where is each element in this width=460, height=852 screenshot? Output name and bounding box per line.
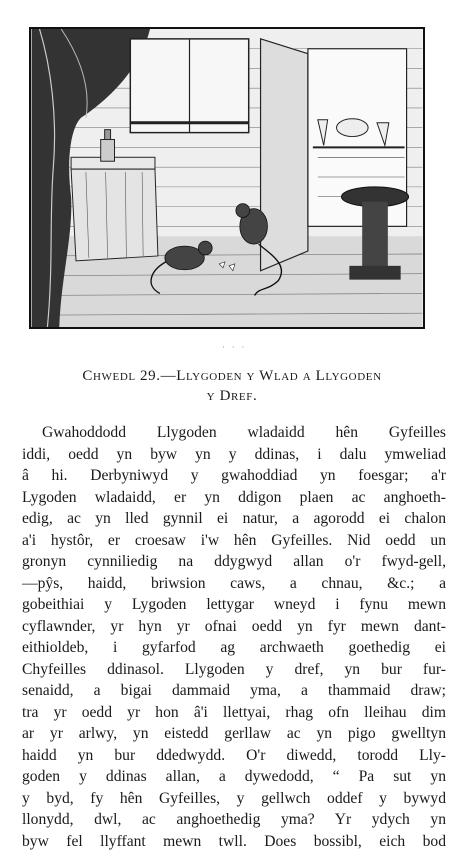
text-line: edig, ac yn lled gynnil ei natur, a agorodd ei chalon — [22, 508, 446, 530]
text-line: y byd, fy hên Gyfeilles, y gellwch oddef y bywyd — [22, 788, 446, 810]
text-line: Chyfeilles ddinasol. Llygoden y dref, yn bur fur- — [22, 659, 446, 681]
fable-text — [22, 422, 446, 852]
title-line-1: Chwedl 29.—Llygoden y Wlad a Llygoden — [22, 366, 442, 386]
text-line: tra yr oedd yr hon â'i llettyai, rhag ofn lleihau dim — [22, 702, 446, 724]
text-line: a'i hystôr, er croesaw i'w hên Gyfeilles. Nid oedd un — [22, 530, 446, 552]
ornament: · · · — [222, 343, 246, 353]
fable-title — [22, 366, 442, 406]
text-line: cyflawnder, yr hyn yr ofnai oedd yn fyr mewn dant- — [22, 616, 446, 638]
text-line: Gwahoddodd Llygoden wladaidd hên Gyfeilles — [22, 422, 446, 444]
text-line: llonydd, dwl, ac anghoethedig yma? Yr ydych yn — [22, 809, 446, 831]
text-line: Lygoden wladaidd, er yn ddigon plaen ac anghoeth- — [22, 487, 446, 509]
text-line: goden y ddinas allan, a dywedodd, “ Pa sut yn — [22, 766, 446, 788]
title-line-2: y Dref. — [22, 386, 442, 406]
text-line: senaidd, a bigai dammaid yma, a thammaid draw; — [22, 680, 446, 702]
text-line: gobeithiai y Lygoden lettygar wneyd i fynu mewn — [22, 594, 446, 616]
text-line: iddi, oedd yn byw yn y ddinas, i dalu ymweliad — [22, 444, 446, 466]
text-line: —pŷs, haidd, briwsion caws, a chnau, &c.; a — [22, 573, 446, 595]
mice-scene-drawing — [31, 29, 423, 327]
fable-illustration — [29, 27, 425, 329]
text-line: haidd yn bur ddedwydd. O'r diwedd, torodd Lly- — [22, 745, 446, 767]
text-line: ar yr arlwy, yn eistedd gerllaw ac yn pigo gwelltyn — [22, 723, 446, 745]
text-line: â hi. Derbyniwyd y gwahoddiad yn foesgar; a'r — [22, 465, 446, 487]
text-line: eithioldeb, i gyfarfod ag archwaeth goethedig ei — [22, 637, 446, 659]
text-line: byw fel llyffant mewn twll. Does bossibl, eich bod — [22, 831, 446, 852]
text-line: gronyn cynniliedig na ddygwyd allan o'r fwyd-gell, — [22, 551, 446, 573]
